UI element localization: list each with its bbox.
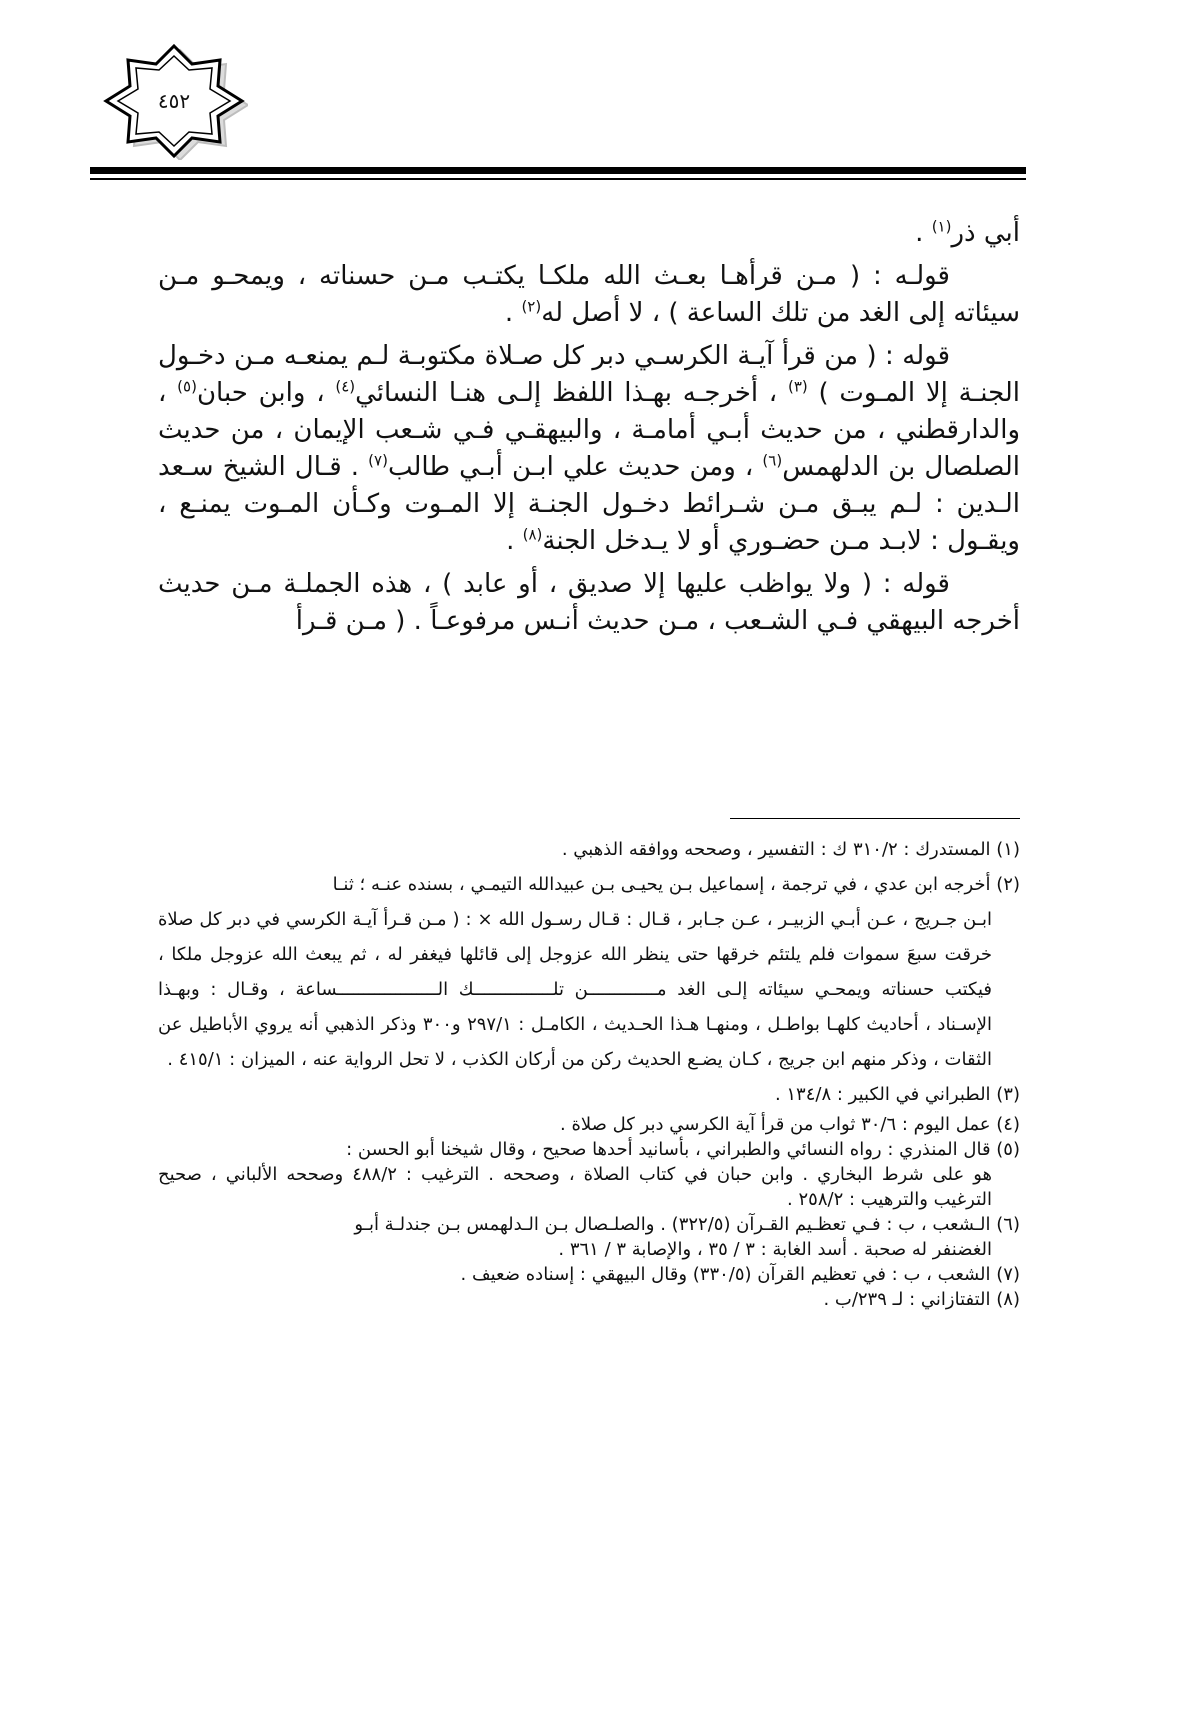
footnote-1: (١) المستدرك : ٣١٠/٢ ك : التفسير ، وصححه ووافقه الذهبي . [561, 839, 1020, 860]
footnote-3: (٣) الطبراني في الكبير : ١٣٤/٨ . [774, 1084, 1020, 1105]
paragraph-3: قوله : ( من قرأ آيـة الكرسـي دبر كل صـلاة مكتوبـة لـم يمنعـه مـن دخـول الجنـة إلا المـوت ) $^{(٣)}$ ، أخرجـه بهـذا اللفظ إلـى هنـا النسائي$^{(٤)}$ ، وابن حبان$^{(٥)}$ ، والدارقطني ، من حديث أبـي أمامـة ، والبيهقـي فـي شـعب الإيمان ، من حديث الصلصال بن الدلهمس$^{(٦)}$ ، ومن حديث علي ابـن أبـي طالب$^{(٧)}$ . قـال الشيخ سـعد الـدين : لـم يبـق مـن شـرائط دخـول الجنـة إلا المـوت وكـأن المـوت يمنـع ، ويقـول : لابـد مـن حضـوري أو لا يـدخل الجنة$^{(٨)}$ . [158, 341, 1021, 556]
footnote-4: (٤) عمل اليوم : ٣٠/٦ ثواب من قرأ آية الكرسي دبر كل صلاة . [560, 1114, 1020, 1135]
footnote-5: (٥) قال المنذري : رواه النسائي والطبراني ، بأسانيد أحدها صحيح ، وقال شيخنا أبو الحسن : هو على شرط البخاري . وابن حبان في كتاب الصلاة ، وصححه . الترغيب : ٤٨٨/٢ وصححه الألباني ، صحيح الترغيب والترهيب : ٢٥٨/٢ . [158, 1139, 1020, 1210]
footnote-ref[interactable]: (١) [931, 217, 952, 236]
paragraph-4: قوله : ( ولا يواظب عليها إلا صديق ، أو عابد ) ، هذه الجملـة مـن حديث أخرجه البيهقي فـي الشـعب ، مـن حديث أنـس مرفوعـاً . ( مـن قـرأ [158, 569, 1020, 636]
page-number: ٤٥٢ [157, 89, 191, 113]
footnote-ref[interactable]: (٦) [762, 451, 783, 470]
footnote-ref[interactable]: (٤) [335, 377, 356, 396]
footnote-separator [730, 818, 1020, 819]
footnote-ref[interactable]: (٥) [177, 377, 197, 396]
paragraph-1: أبي ذر$^{(١)}$ . [915, 217, 1020, 248]
footnote-ref[interactable]: (٨) [522, 525, 543, 544]
footnote-8: (٨) التفتازاني : لـ ٢٣٩/ب . [823, 1289, 1020, 1310]
paragraph-2: قولـه : ( مـن قرأهـا بعـث الله ملكـا يكتـب مـن حسناته ، ويمحـو مـن سيئاته إلى الغد من تلك الساعة ) ، لا أصل له$^{(٢)}$ . [158, 261, 1020, 328]
footnote-ref[interactable]: (٣) [787, 377, 808, 396]
footnote-6: (٦) الـشعب ، ب : فـي تعظـيم القـرآن (٣٢٢/٥) . والصلـصال بـن الـدلهمس بـن جندلـة أبـو الغضنفر له صحبة . أسد الغابة : ٣ / ٣٥ ، والإصابة ٣ / ٣٦١ . [354, 1214, 1020, 1260]
footnotes [158, 832, 1020, 1312]
footnote-ref[interactable]: (٧) [368, 451, 388, 470]
main-text [158, 215, 1020, 646]
footnote-7: (٧) الشعب ، ب : في تعظيم القرآن (٣٣٠/٥) وقال البيهقي : إسناده ضعيف . [460, 1264, 1020, 1285]
header-rule-thick [90, 167, 1026, 174]
footnote-2: (٢) أخرجه ابن عدي ، في ترجمة ، إسماعيل بـن يحيـى بـن عبيدالله التيمـي ، بسنده عنـه ؛ ثنـا ابـن جـريج ، عـن أبـي الزبيـر ، عـن جـابر ، قـال : قـال رسـول الله × : ( مـن قـرأ آيـة الكرسي في دبر كل صلاة خرقت سبعَ سموات فلم يلتئم خرقها حتى ينظر الله عزوجل إلى قائلها فيغفر له ، ثم يبعث الله عزوجل ملكا ، فيكتب حسناته ويمحـي سيئاته إلـى الغد مـــــــــــــن تلـــــــــــــــك الـــــــــــــــــــساعة ، وقـال : وبهـذا الإسـناد ، أحاديث كلهـا بواطـل ، ومنهـا هـذا الحـديث ، الكامـل : ٢٩٧/١ و٣٠٠ وذكر الذهبي أنه يروي الأباطيل عن الثقات ، وذكر منهم ابن جريج ، كـان يضـع الحديث ركن من أركان الكذب ، لا تحل الرواية عنه ، الميزان : ٤١٥/١ . [158, 874, 1020, 1070]
page-number-ornament [100, 42, 248, 160]
footnote-ref[interactable]: (٢) [521, 297, 542, 316]
header-rule-thin [90, 178, 1026, 180]
